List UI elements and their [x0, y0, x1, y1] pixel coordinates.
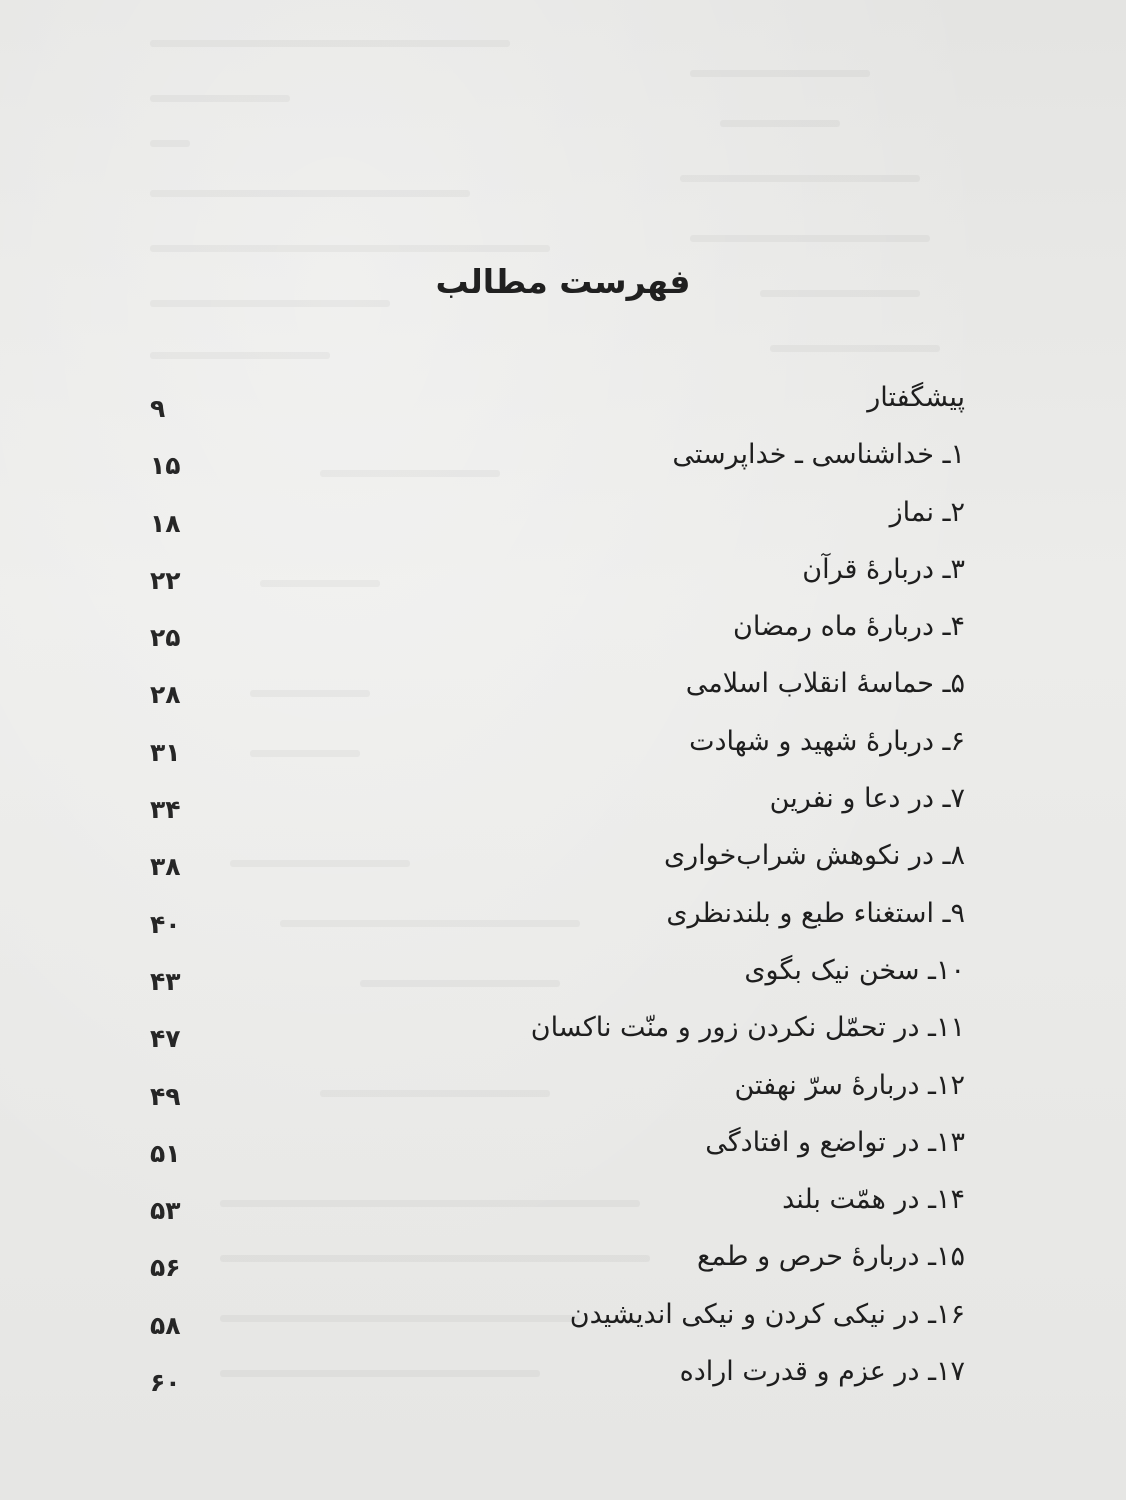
toc-entry [150, 376, 965, 433]
toc-entry [150, 1178, 965, 1235]
toc-page-number: ۵۱ [150, 1138, 181, 1168]
toc-entry-title: ۱۶ـ در نیکی کردن و نیکی اندیشیدن [569, 1298, 965, 1330]
toc-entry-title: ۱۰ـ سخن نیک بگوی [744, 954, 965, 986]
toc-page-number: ۴۹ [150, 1081, 181, 1111]
toc-page-number: ۵۶ [150, 1253, 181, 1283]
toc-page-number: ۱۸ [150, 508, 181, 538]
toc-page-number: ۲۲ [150, 565, 181, 595]
toc-entry-title: ۱۱ـ در تحمّل نکردن زور و منّت ناکسان [530, 1012, 965, 1044]
toc-entry [150, 491, 965, 548]
toc-entry [150, 1064, 965, 1121]
toc-entry [150, 1293, 965, 1350]
toc-entry [150, 1235, 965, 1292]
toc-page-number: ۲۵ [150, 623, 181, 653]
toc-entry-title: ۱ـ خداشناسی ـ خداپرستی [672, 439, 965, 471]
toc-entry [150, 834, 965, 891]
toc-title: فهرست مطالب [435, 262, 691, 301]
toc-entry [150, 433, 965, 490]
toc-page-number: ۶۰ [150, 1368, 181, 1398]
toc-entry [150, 605, 965, 662]
toc-entry [150, 662, 965, 719]
toc-page-number: ۱۵ [150, 451, 181, 481]
toc-page-number: ۵۸ [150, 1310, 181, 1340]
toc-entry-title: ۸ـ در نکوهش شراب‌خواری [663, 840, 965, 872]
toc-entry-title: ۴ـ دربارهٔ ماه رمضان [733, 611, 965, 643]
toc-page-number: ۹ [150, 394, 166, 423]
toc-entry-title: ۳ـ دربارهٔ قرآن [802, 553, 965, 585]
toc-entry-title: ۱۵ـ دربارهٔ حرص و طمع [697, 1241, 965, 1273]
toc-page-number: ۲۸ [150, 680, 181, 710]
toc-entry [150, 1006, 965, 1063]
toc-entry [150, 949, 965, 1006]
toc-entry [150, 1350, 965, 1407]
toc-page-number: ۴۷ [150, 1024, 181, 1054]
toc-entry [150, 777, 965, 834]
toc-entry-title: ۱۴ـ در همّت بلند [782, 1184, 965, 1216]
toc-entry-title: ۶ـ دربارهٔ شهید و شهادت [689, 725, 965, 757]
toc-page-number: ۴۰ [150, 909, 181, 939]
toc-list [150, 376, 965, 1407]
toc-entry-title: ۱۷ـ در عزم و قدرت اراده [679, 1356, 965, 1388]
toc-page-number: ۳۴ [150, 795, 181, 825]
toc-entry-title: پیشگفتار [867, 382, 965, 413]
toc-entry-title: ۵ـ حماسهٔ انقلاب اسلامی [685, 668, 965, 700]
toc-entry [150, 548, 965, 605]
toc-page-number: ۳۸ [150, 852, 181, 882]
toc-entry [150, 1121, 965, 1178]
toc-page-number: ۵۳ [150, 1196, 181, 1226]
toc-entry-title: ۹ـ استغناء طبع و بلندنظری [666, 897, 965, 929]
toc-entry-title: ۱۲ـ دربارهٔ سرّ نهفتن [734, 1069, 965, 1101]
toc-page-number: ۳۱ [150, 737, 181, 767]
toc-page-number: ۴۳ [150, 966, 181, 996]
toc-entry [150, 720, 965, 777]
toc-entry [150, 892, 965, 949]
toc-entry-title: ۱۳ـ در تواضع و افتادگی [705, 1126, 965, 1158]
toc-entry-title: ۷ـ در دعا و نفرین [769, 783, 965, 815]
toc-entry-title: ۲ـ نماز [889, 496, 965, 528]
